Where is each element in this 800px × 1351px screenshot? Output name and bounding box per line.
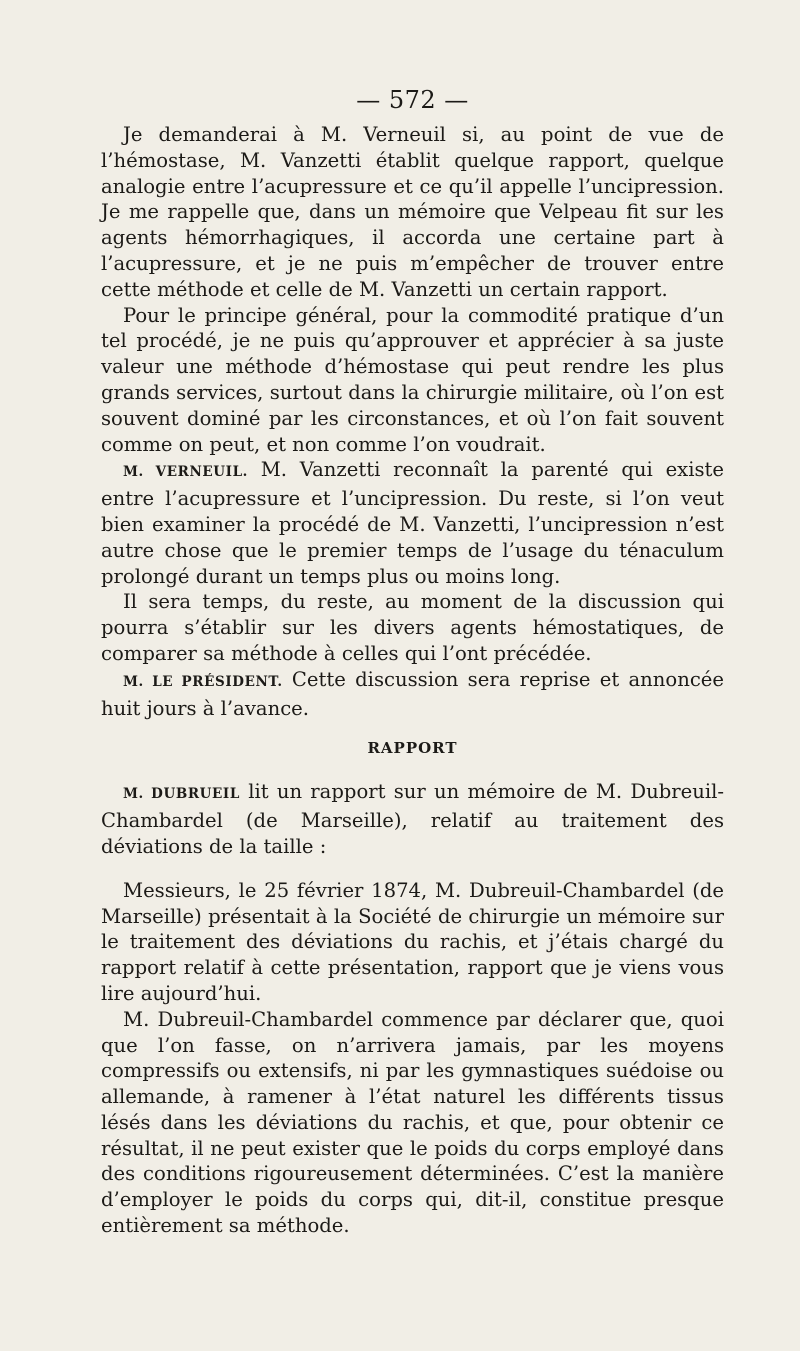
- speaker-president: M. LE PRÉSIDENT.: [123, 673, 283, 690]
- page-number: — 572 —: [356, 86, 469, 114]
- paragraph-methode: M. Dubreuil-Chambardel commence par déclarer que, quoi que l’on fasse, on n’arrivera jamais, par les moyens compressifs ou extensifs, ni par les gymnastiques suédoise ou allemande, à ramener à l’état naturel les différents tissus lésés dans les déviations du rachis, et que, pour obtenir ce résultat, il ne peut exister que le poids du corps employé dans des conditions rigoureusement déterminées. C’est la manière d’employer le poids du corps qui, dit-il, constitue presque entièrement sa méthode.: [101, 1007, 724, 1238]
- paragraph-question-verneuil: Je demanderai à M. Verneuil si, au point de vue de l’hémostase, M. Vanzetti établit quelque rapport, quelque analogie entre l’acupressure et ce qu’il appelle l’uncipression. Je me rappelle que, dans un mémoire que Velpeau fit sur les agents hémorrhagiques, il accorda une certaine part à l’acupressure, et je ne puis m’empêcher de trouver entre cette méthode et celle de M. Vanzetti un certain rapport.: [101, 123, 724, 301]
- paragraph-comparaison: Il sera temps, du reste, au moment de la discussion qui pourra s’établir sur les divers agents hémostatiques, de comparer sa méthode à celles qui l’ont précédée.: [101, 590, 724, 665]
- verneuil-reply-text: M. Vanzetti reconnaît la parenté qui existe entre l’acupressure et l’uncipression. Du reste, si l’on veut bien examiner la procédé de M. Vanzetti, l’uncipression n’est autre chose que le premier temps de l’usage du ténaculum prolongé durant un temps plus ou moins long.: [101, 458, 725, 588]
- speaker-verneuil: M. VERNEUIL.: [123, 464, 248, 481]
- president-text: Cette discussion sera reprise et annoncée huit jours à l’avance.: [101, 667, 725, 720]
- paragraph-president: [101, 667, 724, 722]
- paragraph-principe-general: Pour le principe général, pour la commodité pratique d’un tel procédé, je ne puis qu’approuver et apprécier à sa juste valeur une méthode d’hémostase qui peut rendre les plus grands services, surtout dans la chirurgie militaire, où l’on est souvent dominé par les circonstances, et où l’on fait souvent comme on peut, et non comme l’on voudrait.: [101, 303, 724, 456]
- section-title-rapport: RAPPORT: [367, 739, 458, 758]
- speaker-dubrueil: M. DUBRUEIL: [123, 786, 240, 803]
- paragraph-dubrueil: [101, 779, 724, 859]
- paragraph-verneuil-reply: [101, 457, 724, 589]
- dubrueil-text: lit un rapport sur un mémoire de M. Dubreuil-Chambardel (de Marseille), relatif au traitement des déviations de la taille :: [101, 780, 724, 858]
- paragraph-messieurs: Messieurs, le 25 février 1874, M. Dubreuil-Chambardel (de Marseille) présentait à la Société de chirurgie un mémoire sur le traitement des déviations du rachis, et j’étais chargé du rapport relatif à cette présentation, rapport que je viens vous lire aujourd’hui.: [101, 878, 724, 1005]
